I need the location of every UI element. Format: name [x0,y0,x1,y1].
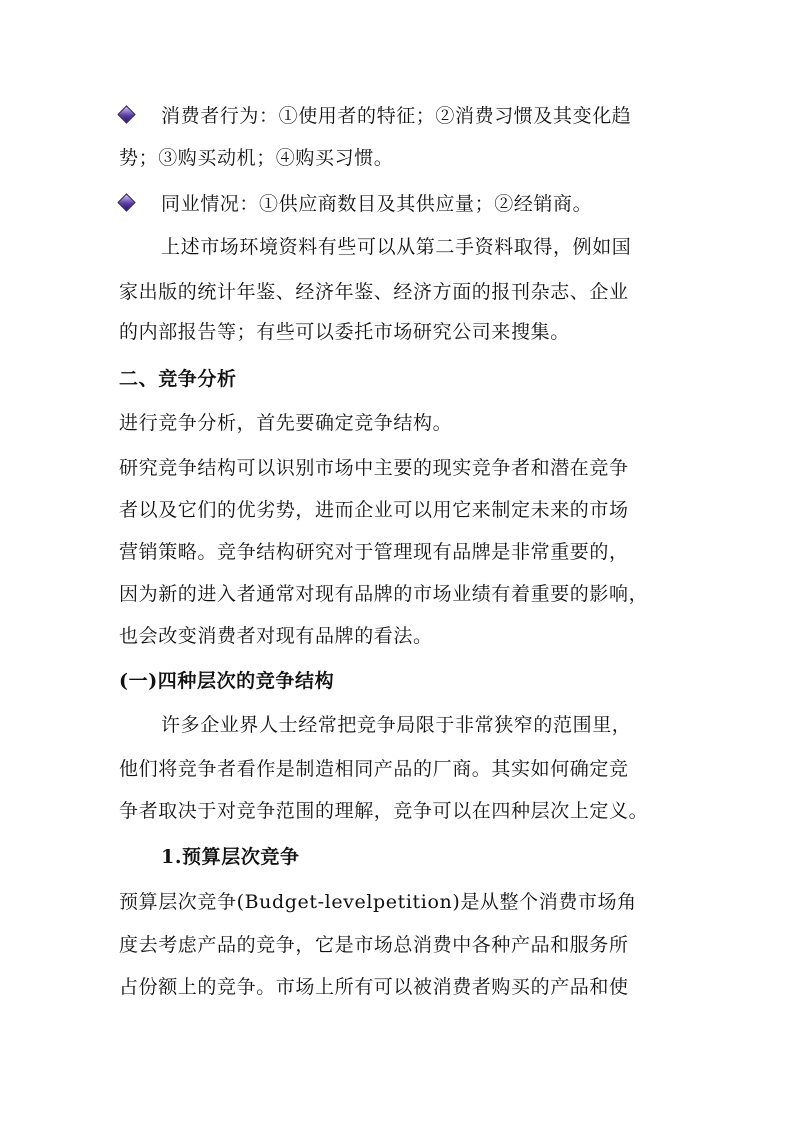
diamond-bullet-icon [117,193,135,211]
paragraph-line: 上述市场环境资料有些可以从第二手资料取得，例如国 [161,236,632,258]
section-heading: 二、竞争分析 [119,368,237,390]
paragraph-line: 营销策略。竞争结构研究对于管理现有品牌是非常重要的， [119,541,629,563]
bullet-item-consumer-behavior [117,101,631,127]
bullet-item-industry [117,189,592,215]
bullet-continuation: 势；③购买动机；④购买习惯。 [119,147,394,169]
item-heading: 1.预算层次竞争 [161,846,300,868]
bullet-text: 同业情况：①供应商数目及其供应量；②经销商。 [161,192,593,215]
paragraph-line: 他们将竞争者看作是制造相同产品的厂商。其实如何确定竞 [119,758,629,780]
paragraph-line: 因为新的进入者通常对现有品牌的市场业绩有着重要的影响， [119,583,649,605]
paragraph-line: 进行竞争分析，首先要确定竞争结构。 [119,412,453,434]
paragraph-line: 也会改变消费者对现有品牌的看法。 [119,625,433,647]
paragraph-line: 许多企业界人士经常把竞争局限于非常狭窄的范围里， [161,714,632,736]
subsection-heading: (一)四种层次的竞争结构 [119,670,335,692]
paragraph-line: 占份额上的竞争。市场上所有可以被消费者购买的产品和使 [119,976,629,998]
paragraph-line: 者以及它们的优劣势，进而企业可以用它来制定未来的市场 [119,499,629,521]
bullet-text: 消费者行为：①使用者的特征；②消费习惯及其变化趋 [161,104,632,127]
paragraph-line: 研究竞争结构可以识别市场中主要的现实竞争者和潜在竞争 [119,457,629,479]
paragraph-line: 家出版的统计年鉴、经济年鉴、经济方面的报刊杂志、企业 [119,281,629,303]
paragraph-line: 争者取决于对竞争范围的理解，竞争可以在四种层次上定义。 [119,800,649,822]
paragraph-line: 的内部报告等；有些可以委托市场研究公司来搜集。 [119,321,570,343]
diamond-bullet-icon [117,105,135,123]
paragraph-line: 度去考虑产品的竞争，它是市场总消费中各种产品和服务所 [119,934,629,956]
paragraph-line: 预算层次竞争(Budget-levelpetition)是从整个消费市场角 [119,891,637,913]
